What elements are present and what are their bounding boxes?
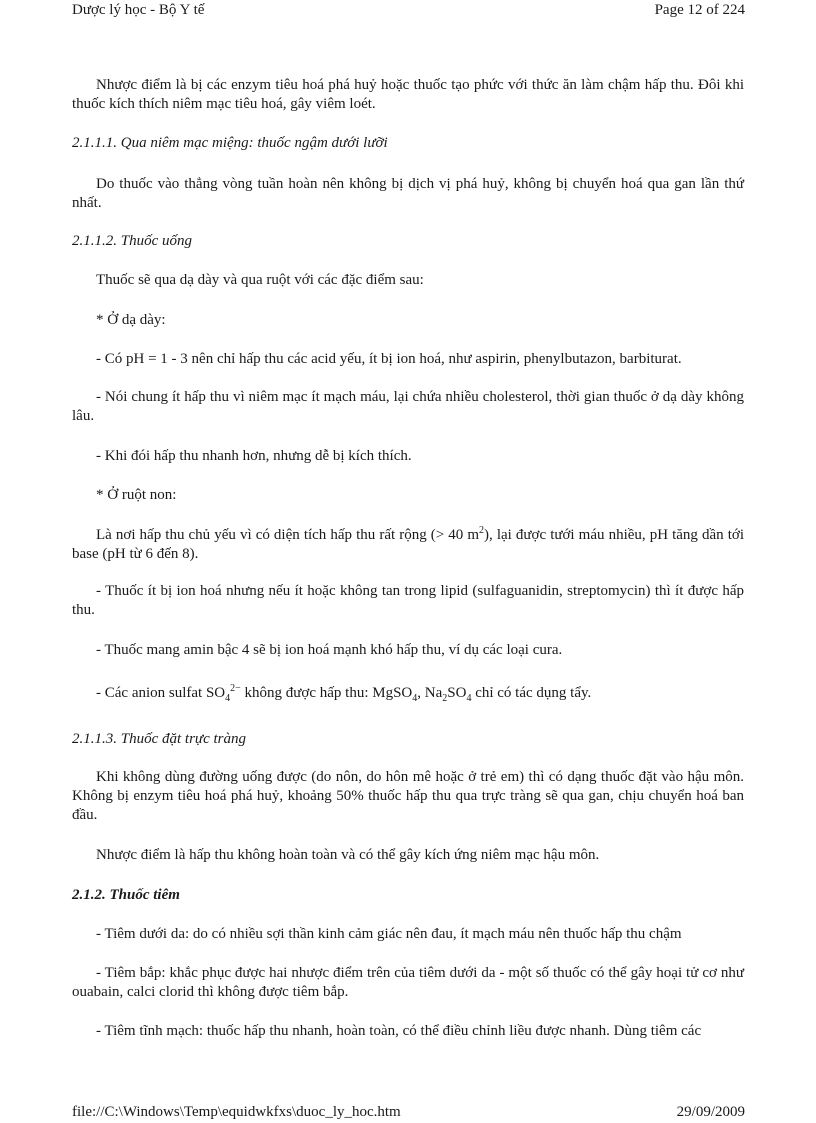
page-number: Page 12 of 224 xyxy=(654,2,745,18)
page-footer-date: 29/09/2009 xyxy=(676,1104,745,1120)
section-heading-injection: 2.1.2. Thuốc tiêm xyxy=(72,887,180,903)
paragraph-intramuscular: - Tiêm bắp: khắc phục được hai nhược điểm trên của tiêm dưới da - một số thuốc có thể gây hoại tử cơ như ouabain, calci clorid thì không được tiêm bắp. xyxy=(72,965,744,1000)
paragraph-intravenous: - Tiêm tĩnh mạch: thuốc hấp thu nhanh, hoàn toàn, có thể điều chỉnh liều được nhanh. Dùng tiêm các xyxy=(96,1023,702,1039)
paragraph-intestine-title: * Ở ruột non: xyxy=(96,487,177,503)
paragraph-intestine-sulfate: - Các anion sulfat $SO_4^{2-}$ không được hấp thu: MgSO$_4$, $Na_2SO_4$ chỉ có tác dụng tẩy. xyxy=(96,683,592,704)
paragraph-stomach-hunger: - Khi đói hấp thu nhanh hơn, nhưng dễ bị kích thích. xyxy=(96,448,412,464)
paragraph-intestine-main: Là nơi hấp thu chủ yếu vì có diện tích hấp thu rất rộng (> 40 $m^2$), lại được tưới máu nhiều, pH tăng dần tới base (pH từ 6 đến 8). xyxy=(72,525,744,562)
paragraph-subcutaneous: - Tiêm dưới da: do có nhiều sợi thần kinh cảm giác nên đau, ít mạch máu nên thuốc hấp thu chậm xyxy=(96,926,682,942)
paragraph-intestine-amine: - Thuốc mang amin bậc 4 sẽ bị ion hoá mạnh khó hấp thu, ví dụ các loại cura. xyxy=(96,642,563,658)
paragraph-sublingual: Do thuốc vào thẳng vòng tuần hoàn nên không bị dịch vị phá huỷ, không bị chuyển hoá qua gan lần thứ nhất. xyxy=(72,176,744,211)
section-heading-rectal: 2.1.1.3. Thuốc đặt trực tràng xyxy=(72,731,247,747)
paragraph-intestine-lipid: - Thuốc ít bị ion hoá nhưng nếu ít hoặc không tan trong lipid (sulfaguanidin, streptomycin) thì ít được hấp thu. xyxy=(72,583,744,618)
paragraph-stomach-absorption: - Nói chung ít hấp thu vì niêm mạc ít mạch máu, lại chứa nhiều cholesterol, thời gian thuốc ở dạ dày không lâu. xyxy=(72,389,744,424)
page-header-title: Dược lý học - Bộ Y tế xyxy=(72,2,205,18)
section-heading-sublingual: 2.1.1.1. Qua niêm mạc miệng: thuốc ngậm dưới lưỡi xyxy=(72,135,388,151)
paragraph-stomach-ph: - Có pH = 1 - 3 nên chỉ hấp thu các acid yếu, ít bị ion hoá, như aspirin, phenylbutazon, barbiturat. xyxy=(96,351,682,367)
paragraph-drawbacks: Nhược điểm là bị các enzym tiêu hoá phá huỷ hoặc thuốc tạo phức với thức ăn làm chậm hấp thu. Đôi khi thuốc kích thích niêm mạc tiêu hoá, gây viêm loét. xyxy=(72,77,744,112)
page-footer-path: file://C:\Windows\Temp\equidwkfxs\duoc_ly_hoc.htm xyxy=(72,1104,401,1120)
paragraph-rectal: Khi không dùng đường uống được (do nôn, do hôn mê hoặc ở trẻ em) thì có dạng thuốc đặt vào hậu môn. Không bị enzym tiêu hoá phá huỷ, khoảng 50% thuốc hấp thu qua trực tràng sẽ qua gan, chịu chuyển hoá ban đầu. xyxy=(72,769,744,823)
paragraph-rectal-drawbacks: Nhược điểm là hấp thu không hoàn toàn và có thể gây kích ứng niêm mạc hậu môn. xyxy=(96,847,600,863)
paragraph-stomach-title: * Ở dạ dày: xyxy=(96,312,166,328)
paragraph-oral-intro: Thuốc sẽ qua dạ dày và qua ruột với các đặc điểm sau: xyxy=(96,272,424,288)
section-heading-oral: 2.1.1.2. Thuốc uống xyxy=(72,233,192,249)
